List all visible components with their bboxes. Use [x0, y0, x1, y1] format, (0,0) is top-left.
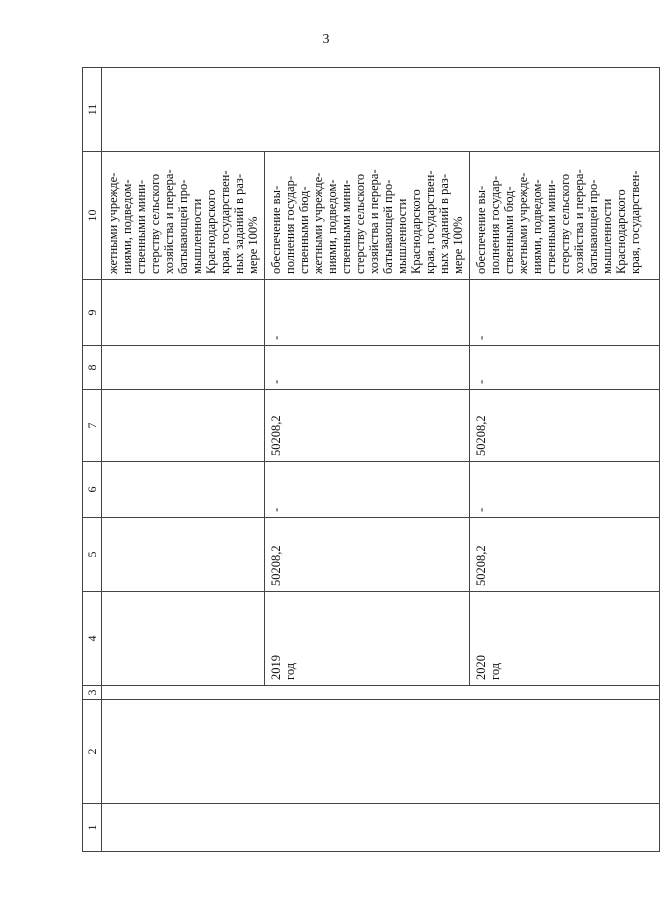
cell-col1 [102, 804, 660, 852]
cell-col7 [102, 390, 265, 462]
cell-col3 [265, 686, 470, 700]
cell-col9: - [470, 280, 660, 346]
cell-col7: 50208,2 [470, 390, 660, 462]
cell-col5: 50208,2 [265, 518, 470, 592]
cell-col10: обеспечение вы- полнения государ- ственными бюд- жетными учрежде- ниями, подведом- ственными мини- стерству сельского хозяйства и перера- батывающей про- мышленности Краснодарского края, государствен- ных заданий в раз- мере 100% [265, 152, 470, 280]
cell-col9: - [265, 280, 470, 346]
cell-col8: - [470, 346, 660, 390]
cell-col8 [102, 346, 265, 390]
header-cell-2: 2 [83, 700, 102, 804]
page-number: 3 [322, 32, 330, 47]
header-row [83, 68, 102, 852]
cell-col4 [102, 592, 265, 686]
rotated-table-wrapper [82, 68, 642, 852]
cell-col10: обеспечение вы- полнения государ- ственными бюд- жетными учрежде- ниями, подведом- ственными мини- стерству сельского хозяйства и перера- батывающей про- мышленности Краснодарского края, государствен- [470, 152, 660, 280]
header-cell-3: 3 [83, 686, 102, 700]
cell-col3 [102, 686, 265, 700]
cell-col9 [102, 280, 265, 346]
cell-col6: - [265, 462, 470, 518]
header-cell-5: 5 [83, 518, 102, 592]
header-cell-6: 6 [83, 462, 102, 518]
cell-col6 [102, 462, 265, 518]
cell-col4: 2020 год [470, 592, 660, 686]
header-cell-1: 1 [83, 804, 102, 852]
cell-col5: 50208,2 [470, 518, 660, 592]
program-table [82, 67, 660, 852]
header-cell-10: 10 [83, 152, 102, 280]
cell-col7: 50208,2 [265, 390, 470, 462]
cell-col3 [470, 686, 660, 700]
cell-col5 [102, 518, 265, 592]
cell-col11 [102, 68, 660, 152]
cell-col10: жетными учрежде- ниями, подведом- ственными мини- стерству сельского хозяйства и перера- батывающей про- мышленности Краснодарского края, государствен- ных заданий в раз- мере 100% [102, 152, 265, 280]
cell-col6: - [470, 462, 660, 518]
cell-col4: 2019 год [265, 592, 470, 686]
header-cell-11: 11 [83, 68, 102, 152]
header-cell-7: 7 [83, 390, 102, 462]
header-cell-9: 9 [83, 280, 102, 346]
cell-col2 [102, 700, 660, 804]
table-row [102, 68, 265, 852]
header-cell-4: 4 [83, 592, 102, 686]
header-cell-8: 8 [83, 346, 102, 390]
cell-col8: - [265, 346, 470, 390]
